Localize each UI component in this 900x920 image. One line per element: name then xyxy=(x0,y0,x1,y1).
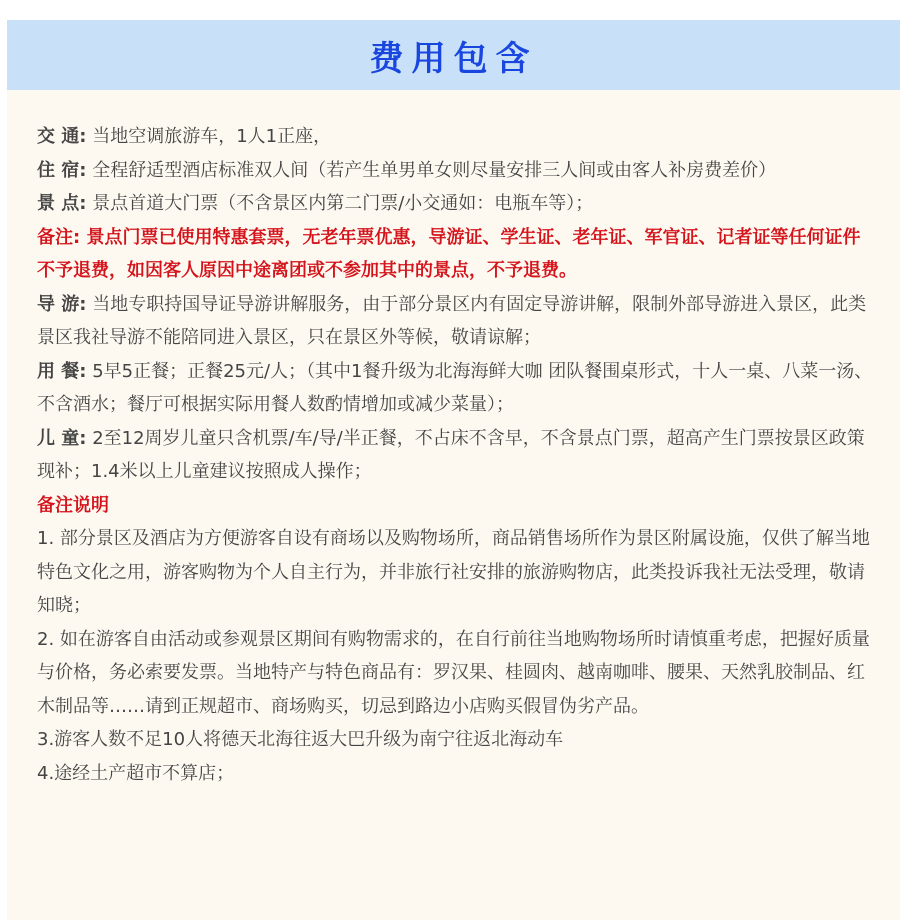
item-label: 用 餐: xyxy=(37,360,87,382)
item-text: 全程舒适型酒店标准双人间（若产生单男单女则尽量安排三人间或由客人补房费差价） xyxy=(86,159,777,181)
item-accommodation xyxy=(37,154,877,188)
item-text: 景点门票已使用特惠套票，无老年票优惠，导游证、学生证、老年证、军官证、记者证等任何证件不予退费，如因客人原因中途离团或不参加其中的景点，不予退费。 xyxy=(37,226,861,281)
content-area xyxy=(7,90,900,920)
item-text: 景点首道大门票（不含景区内第二门票/小交通如：电瓶车等）； xyxy=(86,193,594,214)
item-transport xyxy=(37,120,877,154)
item-text: 2至12周岁儿童只含机票/车/导/半正餐，不占床不含早，不含景点门票，超高产生门票按景区政策现补；1.4米以上儿童建议按照成人操作； xyxy=(37,427,865,482)
item-label: 儿 童: xyxy=(37,427,87,449)
item-guide xyxy=(37,288,877,355)
item-text: 当地专职持国导证导游讲解服务，由于部分景区内有固定导游讲解，限制外部导游进入景区，此类景区我社导游不能陪同进入景区，只在景区外等候，敬请谅解； xyxy=(37,293,867,348)
note-line-3: 3.游客人数不足10人将德天北海往返大巴升级为南宁往返北海动车 xyxy=(37,729,564,750)
item-text: 当地空调旅游车，1人1正座， xyxy=(86,126,332,147)
note-line-4: 4.途经土产超市不算店； xyxy=(37,762,235,784)
header-band xyxy=(7,20,900,90)
item-label: 导 游: xyxy=(37,293,87,315)
content-body xyxy=(37,120,877,790)
item-label: 住 宿: xyxy=(37,159,87,181)
page-title: 费用包含 xyxy=(369,38,538,79)
notes-title: 备注说明 xyxy=(37,494,109,516)
note-line-2: 2. 如在游客自由活动或参观景区期间有购物需求的，在自行前往当地购物场所时请慎重考虑，把握好质量与价格，务必索要发票。当地特产与特色商品有：罗汉果、桂圆肉、越南咖啡、腰果、天然乳胶制品、红木制品等……请到正规超市、商场购买，切忌到路边小店购买假冒伪劣产品。 xyxy=(37,628,870,717)
item-label: 景 点: xyxy=(37,193,87,214)
note-line-1: 1. 部分景区及酒店为方便游客自设有商场以及购物场所，商品销售场所作为景区附属设施，仅供了解当地特色文化之用，游客购物为个人自主行为，并非旅行社安排的旅游购物店，此类投诉我社无法受理，敬请知晓； xyxy=(37,528,870,616)
item-label: 交 通: xyxy=(37,126,87,147)
item-meals xyxy=(37,355,877,422)
item-attractions xyxy=(37,187,877,221)
item-remark xyxy=(37,221,877,288)
item-children xyxy=(37,422,877,489)
item-label: 备注: xyxy=(37,226,81,248)
item-text: 5早5正餐；正餐25元/人；（其中1餐升级为北海海鲜大咖 团队餐围桌形式，十人一桌、八菜一汤、不含酒水；餐厅可根据实际用餐人数酌情增加或减少菜量）； xyxy=(37,360,873,415)
